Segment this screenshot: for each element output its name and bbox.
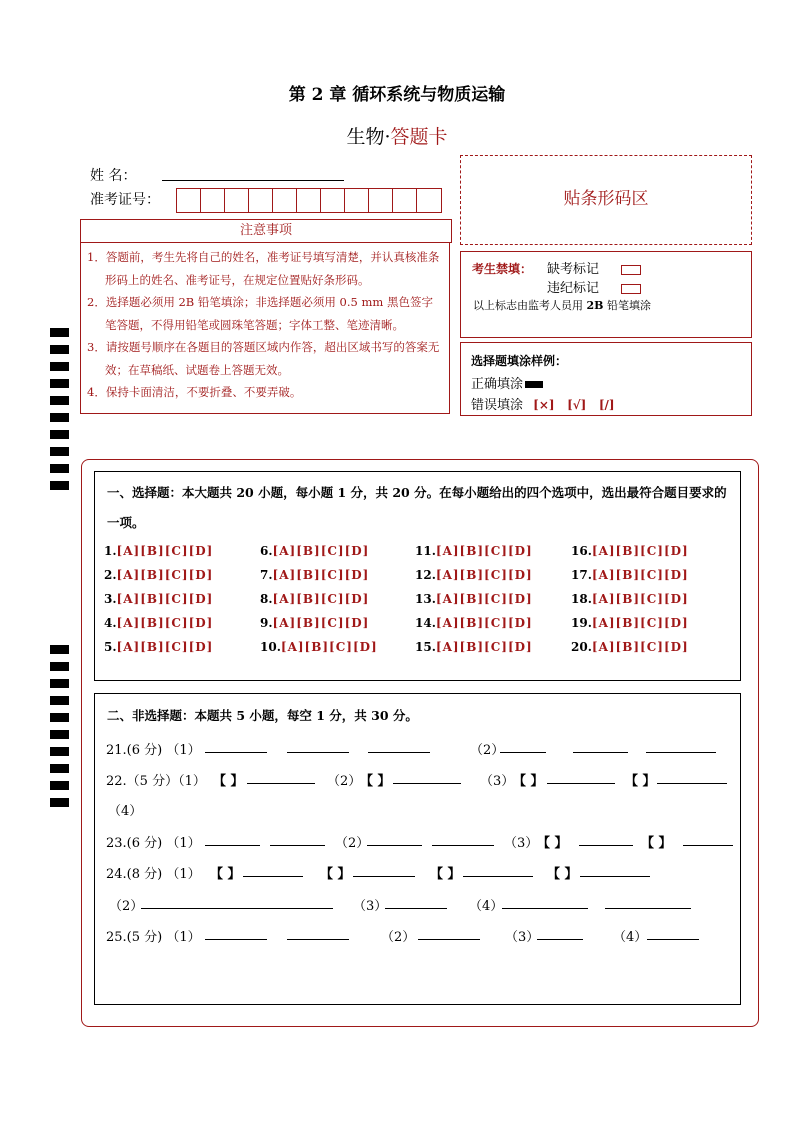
answer-blank[interactable] (287, 738, 349, 753)
mc-number: 9. (260, 616, 273, 630)
answer-blank[interactable] (605, 894, 691, 909)
answer-blank[interactable] (502, 894, 588, 909)
answer-blank[interactable] (205, 738, 267, 753)
id-number-boxes[interactable] (176, 188, 442, 213)
card-subtitle (0, 122, 794, 149)
timing-mark (50, 379, 69, 388)
mc-question (104, 592, 213, 606)
mc-number: 12. (415, 568, 436, 582)
mc-number: 14. (415, 616, 436, 630)
q21-part2-label: （2） (470, 743, 505, 758)
mc-options[interactable]: [A][B][C][D] (591, 616, 689, 630)
forbidden-box (460, 251, 752, 338)
timing-mark (50, 396, 69, 405)
id-label: 准考证号： (90, 192, 160, 208)
mc-options[interactable]: [A][B][C][D] (272, 592, 370, 606)
timing-mark (50, 328, 69, 337)
filled-mark-icon (525, 381, 543, 388)
mc-options[interactable]: [A][B][C][D] (591, 544, 689, 558)
forbidden-note-2b: 2B (586, 299, 604, 312)
q24-label: 24.(8 分) （1） (106, 867, 201, 882)
mc-number: 15. (415, 640, 436, 654)
id-cell[interactable] (393, 189, 417, 212)
mc-number: 8. (260, 592, 273, 606)
mc-question (104, 544, 213, 558)
answer-blank[interactable] (463, 862, 533, 877)
violation-mark-row (547, 277, 641, 296)
id-cell[interactable] (345, 189, 369, 212)
mc-options[interactable]: [A][B][C][D] (435, 640, 533, 654)
notice-item: 4．保持卡面清洁，不要折叠、不要弄破。 (87, 385, 302, 399)
notice-heading: 注意事项 (80, 219, 452, 243)
timing-mark (50, 645, 69, 654)
timing-mark (50, 764, 69, 773)
answer-bracket[interactable]: 【 】 (547, 867, 578, 882)
mc-options[interactable]: [A][B][C][D] (272, 616, 370, 630)
id-cell[interactable] (297, 189, 321, 212)
timing-mark (50, 696, 69, 705)
q21-label: 21.(6 分) （1） (106, 743, 201, 758)
wrong-fill-row (471, 394, 615, 413)
timing-mark (50, 413, 69, 422)
wrong-fill-marks: [×] [√] [/] (533, 398, 615, 412)
mc-options[interactable]: [A][B][C][D] (116, 544, 214, 558)
answer-bracket[interactable]: 【 】 (430, 867, 461, 882)
mc-options[interactable]: [A][B][C][D] (435, 616, 533, 630)
mc-options[interactable]: [A][B][C][D] (272, 544, 370, 558)
mc-options[interactable]: [A][B][C][D] (272, 568, 370, 582)
forbidden-note (473, 297, 651, 313)
mc-question (415, 544, 533, 558)
mc-question (104, 616, 213, 630)
q25-part2-label: （2） (381, 930, 416, 945)
mc-number: 18. (571, 592, 592, 606)
answer-blank[interactable] (647, 925, 699, 940)
notice-item: 2．选择题必须用 2B 铅笔填涂；非选择题必须用 0.5 mm 黑色签字笔答题，不得用铅笔或圆珠笔答题；字体工整、笔迹清晰。 (87, 295, 433, 332)
mc-question (260, 592, 369, 606)
mc-number: 13. (415, 592, 436, 606)
mc-question (571, 640, 689, 654)
answer-blank[interactable] (432, 831, 494, 846)
fill-sample-title: 选择题填涂样例： (471, 354, 568, 368)
q23-part2-label: （2） (335, 836, 370, 851)
answer-blank[interactable] (579, 831, 633, 846)
mc-question (571, 568, 689, 582)
mc-question (260, 568, 369, 582)
mc-number: 5. (104, 640, 117, 654)
mc-number: 11. (415, 544, 436, 558)
mc-question (260, 544, 369, 558)
answer-bracket[interactable]: 【 】 (213, 774, 244, 789)
answer-bracket[interactable]: 【 】 (210, 867, 241, 882)
mc-question (415, 592, 533, 606)
answer-blank[interactable] (287, 925, 349, 940)
timing-mark (50, 464, 69, 473)
q24-part3-label: （3） (353, 899, 388, 914)
answer-bracket[interactable]: 【 】 (360, 774, 391, 789)
mc-question (260, 640, 378, 654)
q22-part3-label: （3） (480, 774, 515, 789)
answer-blank[interactable] (368, 738, 430, 753)
answer-blank[interactable] (418, 925, 480, 940)
answer-blank[interactable] (646, 738, 716, 753)
timing-mark (50, 679, 69, 688)
answer-blank[interactable] (353, 862, 415, 877)
mc-options[interactable]: [A][B][C][D] (591, 592, 689, 606)
id-cell[interactable] (201, 189, 225, 212)
answer-blank[interactable] (500, 738, 546, 753)
question-21 (106, 739, 201, 758)
mc-number: 20. (571, 640, 592, 654)
answer-blank[interactable] (573, 738, 628, 753)
mc-question (415, 568, 533, 582)
mc-number: 17. (571, 568, 592, 582)
absent-mark-row (547, 258, 641, 277)
section2-box (94, 693, 741, 1005)
q22-part4-label: （4） (108, 804, 143, 819)
answer-blank[interactable] (205, 925, 267, 940)
forbidden-label: 考生禁填： (472, 262, 533, 276)
id-cell[interactable] (249, 189, 273, 212)
name-field[interactable] (162, 180, 344, 181)
q24-part4-label: （4） (469, 899, 504, 914)
id-cell[interactable] (369, 189, 393, 212)
answer-blank[interactable] (547, 769, 615, 784)
absent-label: 缺考标记 (547, 262, 600, 277)
answer-blank[interactable] (537, 925, 583, 940)
id-cell[interactable] (273, 189, 297, 212)
timing-mark (50, 430, 69, 439)
mc-number: 1. (104, 544, 117, 558)
name-label: 姓 名： (90, 168, 137, 184)
subject-label: 生物 (346, 126, 385, 148)
id-cell[interactable] (417, 189, 441, 212)
q25-label: 25.(5 分) （1） (106, 930, 201, 945)
mc-question (415, 640, 533, 654)
timing-mark (50, 481, 69, 490)
mc-question (104, 640, 213, 654)
answer-blank[interactable] (205, 831, 260, 846)
mc-options[interactable]: [A][B][C][D] (116, 568, 214, 582)
correct-fill-label: 正确填涂 (471, 377, 524, 392)
section1-heading: 一、选择题：本大题共 20 小题，每小题 1 分，共 20 分。在每小题给出的四个选项中，选出最符合题目要求的一项。 (107, 485, 727, 530)
mc-question (260, 616, 369, 630)
q25-part4-label: （4） (613, 930, 648, 945)
section2-heading: 二、非选择题：本题共 5 小题，每空 1 分，共 30 分。 (107, 708, 418, 723)
section1-box (94, 471, 741, 681)
barcode-area: 贴条形码区 (460, 155, 752, 245)
mc-options[interactable]: [A][B][C][D] (116, 616, 214, 630)
violation-mark-box[interactable] (621, 284, 641, 294)
mc-options[interactable]: [A][B][C][D] (280, 640, 378, 654)
timing-mark (50, 730, 69, 739)
timing-mark (50, 798, 69, 807)
timing-mark (50, 662, 69, 671)
timing-mark (50, 747, 69, 756)
mc-options[interactable]: [A][B][C][D] (116, 592, 214, 606)
answer-blank[interactable] (243, 862, 303, 877)
mc-options[interactable]: [A][B][C][D] (435, 592, 533, 606)
mc-number: 4. (104, 616, 117, 630)
page-title: 第 2 章 循环系统与物质运输 (288, 85, 506, 105)
answer-blank[interactable] (270, 831, 325, 846)
violation-label: 违纪标记 (547, 281, 600, 296)
answer-bracket[interactable]: 【 】 (625, 774, 656, 789)
mc-number: 7. (260, 568, 273, 582)
notice-item: 3．请按题号顺序在各题目的答题区域内作答，超出区域书写的答案无效；在草稿纸、试题卷上答题无效。 (87, 340, 440, 377)
answer-bracket[interactable]: 【 】 (513, 774, 544, 789)
timing-mark (50, 362, 69, 371)
answer-blank[interactable] (580, 862, 650, 877)
mc-number: 2. (104, 568, 117, 582)
timing-mark (50, 713, 69, 722)
mc-number: 6. (260, 544, 273, 558)
id-cell[interactable] (321, 189, 345, 212)
mc-number: 10. (260, 640, 281, 654)
wrong-fill-label: 错误填涂 (471, 398, 524, 413)
mc-options[interactable]: [A][B][C][D] (116, 640, 214, 654)
answer-blank[interactable] (247, 769, 315, 784)
timing-mark (50, 781, 69, 790)
correct-fill-row (471, 373, 543, 392)
timing-mark (50, 447, 69, 456)
forbidden-note-prefix: 以上标志由监考人员用 (473, 299, 587, 312)
forbidden-note-suffix: 铅笔填涂 (603, 299, 651, 312)
mc-question (571, 544, 689, 558)
notice-body (80, 242, 450, 414)
mc-question (571, 616, 689, 630)
answer-blank[interactable] (385, 894, 447, 909)
mc-number: 16. (571, 544, 592, 558)
mc-options[interactable]: [A][B][C][D] (435, 568, 533, 582)
fill-sample-box (460, 342, 752, 416)
q22-label: 22.（5 分）（1） (106, 774, 206, 789)
notice-item: 1．答题前，考生先将自己的姓名，准考证号填写清楚，并认真核准条形码上的姓名、准考证号，在规定位置贴好条形码。 (87, 250, 440, 287)
mc-options[interactable]: [A][B][C][D] (591, 640, 689, 654)
q22-part2-label: （2） (327, 774, 362, 789)
answer-bracket[interactable]: 【 】 (320, 867, 351, 882)
q23-part3-label: （3） (504, 836, 539, 851)
mc-options[interactable]: [A][B][C][D] (435, 544, 533, 558)
answer-bracket[interactable]: 【 】 (537, 836, 568, 851)
mc-number: 19. (571, 616, 592, 630)
absent-mark-box[interactable] (621, 265, 641, 275)
answer-bracket[interactable]: 【 】 (641, 836, 672, 851)
answer-blank[interactable] (657, 769, 727, 784)
answer-blank[interactable] (683, 831, 733, 846)
id-cell[interactable] (225, 189, 249, 212)
answer-blank[interactable] (393, 769, 461, 784)
mc-question (571, 592, 689, 606)
mc-question (415, 616, 533, 630)
mc-question (104, 568, 213, 582)
answer-blank[interactable] (367, 831, 422, 846)
q23-label: 23.(6 分) （1） (106, 836, 201, 851)
card-label: 答题卡 (390, 126, 448, 148)
mc-options[interactable]: [A][B][C][D] (591, 568, 689, 582)
id-cell[interactable] (177, 189, 201, 212)
q25-part3-label: （3） (505, 930, 540, 945)
q24-part2-label: （2） (109, 899, 144, 914)
timing-mark (50, 345, 69, 354)
mc-number: 3. (104, 592, 117, 606)
separator-dot: · (384, 126, 391, 148)
answer-blank[interactable] (141, 894, 333, 909)
